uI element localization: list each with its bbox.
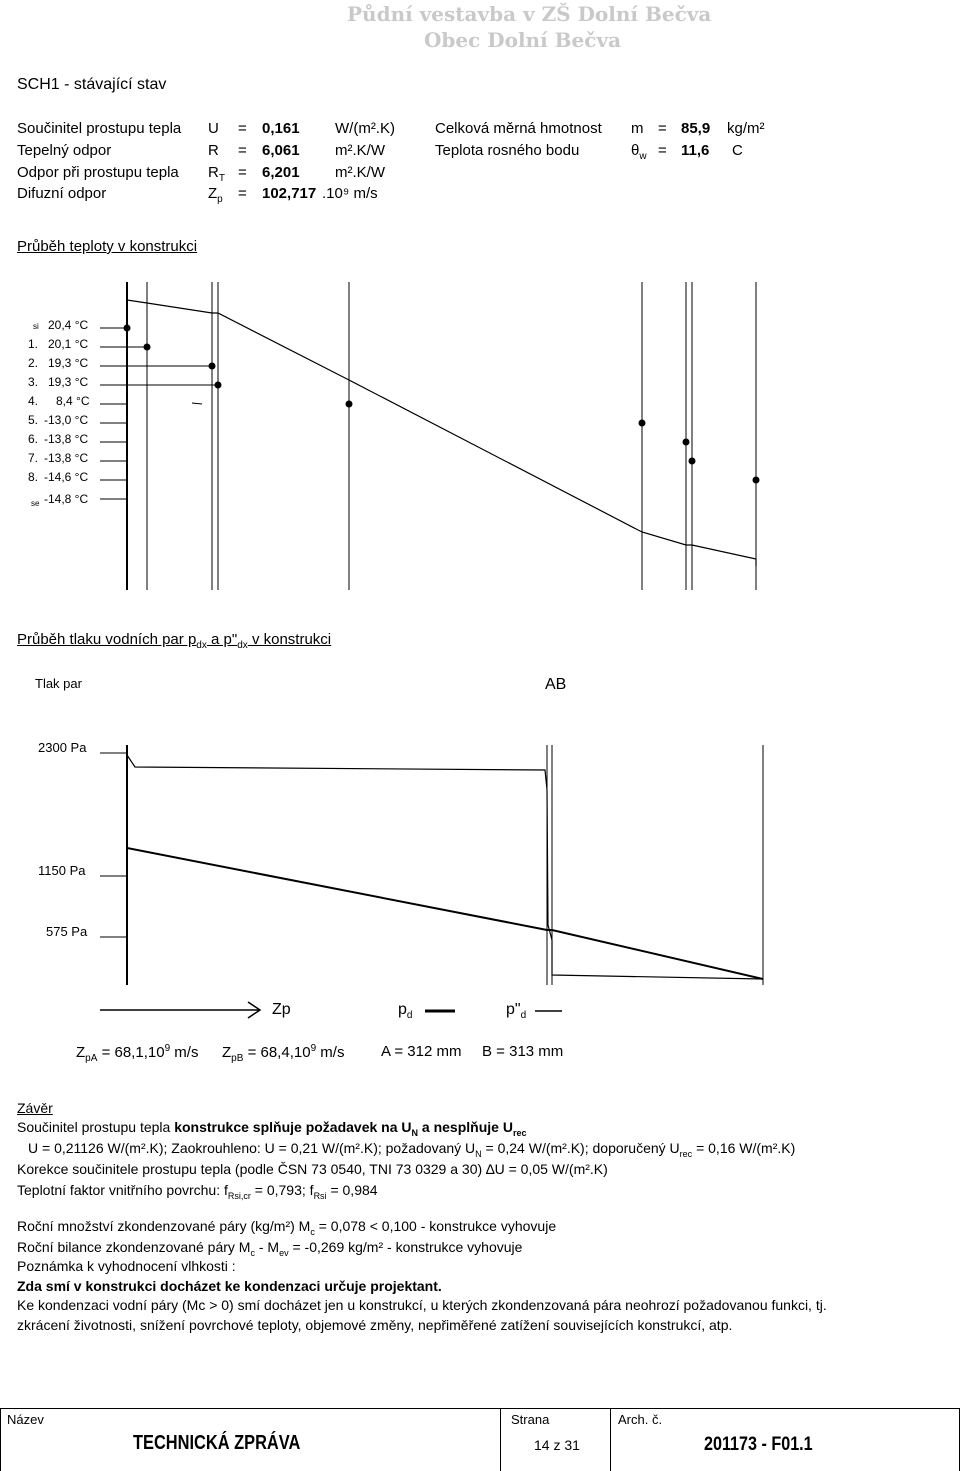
- temp-label-value: 19,3 °C: [48, 356, 89, 370]
- u-label: Součinitel prostupu tepla: [17, 120, 182, 137]
- m-unit: kg/m²: [727, 120, 765, 137]
- r-unit: m².K/W: [335, 142, 385, 159]
- vapor-y-title: Tlak par: [35, 676, 82, 691]
- temp-label-prefix: 8.: [28, 470, 39, 484]
- temp-label-value: -13,0 °C: [44, 413, 89, 427]
- temp-label-value: -14,6 °C: [44, 470, 89, 484]
- zp-value: 102,717: [262, 185, 317, 202]
- u-unit: W/(m².K): [335, 120, 395, 137]
- rt-symbol: $R_T$: [208, 164, 225, 184]
- rt-value: 6,201: [262, 164, 300, 181]
- u-eq: =: [238, 120, 247, 137]
- temp-label-value: -14,8 °C: [44, 492, 89, 506]
- conclusion-line: Ke kondenzaci vodní páry (Mc > 0) smí docházet jen u konstrukcí, u kterých zkondenzovaná pára neohrozí požadovanou funkci, tj.: [17, 1297, 827, 1313]
- m-label: Celková měrná hmotnost: [435, 120, 602, 137]
- temp-label-prefix: se: [31, 499, 40, 508]
- zp-symbol: $Z_p$: [208, 185, 223, 205]
- temp-label-prefix: 3.: [28, 375, 39, 389]
- rt-eq: =: [238, 164, 247, 181]
- u-symbol: U: [208, 120, 219, 137]
- temp-section-title: Průběh teploty v konstrukci: [17, 238, 198, 255]
- zone-a-thickness: A = 312 mm: [381, 1043, 462, 1060]
- m-value: 85,9: [681, 120, 711, 137]
- arch-number: 201173 - F01.1: [704, 1434, 813, 1455]
- temp-label-prefix: si: [33, 322, 39, 331]
- temp-label-value: 20,1 °C: [48, 337, 89, 351]
- conclusion-line: Roční bilance zkondenzované páry $M_c - M_{ev} = -0,269$ kg/m² - konstrukce vyhovuje: [17, 1239, 523, 1258]
- tw-label: Teplota rosného bodu: [435, 142, 580, 159]
- temp-label-value: 8,4 °C: [56, 394, 90, 408]
- page-number: 14 z 31: [534, 1437, 580, 1453]
- document-name: TECHNICKÁ ZPRÁVA: [133, 1432, 301, 1454]
- tw-symbol: $\theta_w$: [631, 142, 647, 162]
- zpb-value: $Z_{pB} = 68,4,10^9$ m/s: [222, 1043, 345, 1064]
- temp-label-value: -13,8 °C: [44, 451, 89, 465]
- zp-unit: .10⁹ m/s: [322, 185, 378, 202]
- vapor-tick: 2300 Pa: [38, 740, 87, 755]
- zp-label: Difuzní odpor: [17, 185, 107, 202]
- zp-eq: =: [238, 185, 247, 202]
- conclusion-line: Teplotní faktor vnitřního povrchu: $f_{Rsi,cr} = 0,793$; $f_{Rsi} = 0,984$: [17, 1182, 378, 1201]
- conclusion-line: Roční množství zkondenzované páry (kg/m²) $M_c = 0,078 < 0,100$ - konstrukce vyhovuje: [17, 1218, 557, 1237]
- name-label: Název: [7, 1412, 44, 1427]
- legend-pd: $p_d$: [398, 1001, 413, 1022]
- m-symbol: m: [631, 120, 644, 137]
- temp-label-prefix: 4.: [28, 394, 39, 408]
- arch-label: Arch. č.: [618, 1412, 663, 1427]
- conclusion-line: Korekce součinitele prostupu tepla (podle ČSN 73 0540, TNI 73 0329 a 30) ∆U = 0,05 W/(m².K): [17, 1161, 608, 1177]
- title-block-divider: [610, 1409, 611, 1471]
- conclusion-line: Poznámka k vyhodnocení vlhkosti :: [17, 1258, 236, 1274]
- vapor-tick: 1150 Pa: [38, 863, 86, 878]
- vapor-section-title: Průběh tlaku vodních par $p_{dx}$ a $p"_{dx}$ v konstrukci: [17, 631, 332, 651]
- r-symbol: R: [208, 142, 219, 159]
- rt-label: Odpor při prostupu tepla: [17, 164, 179, 181]
- rt-unit: m².K/W: [335, 164, 385, 181]
- temp-label-value: 20,4 °C: [48, 318, 89, 332]
- temp-label-prefix: 1.: [28, 337, 39, 351]
- legend-pd-sat: $p"_d$: [506, 1001, 527, 1022]
- project-title: Půdní vestavba v ZŠ Dolní Bečva: [347, 2, 712, 26]
- tw-value: 11,6: [681, 142, 710, 159]
- tw-unit: C: [732, 142, 743, 159]
- temp-label-prefix: 5.: [28, 413, 39, 427]
- temp-label-value: 19,3 °C: [48, 375, 89, 389]
- vapor-ab-label: AB: [545, 676, 567, 693]
- temp-label-prefix: 2.: [28, 356, 39, 370]
- conclusion-line: zkrácení životnosti, snížení povrchové teploty, objemové změny, nepřiměřené zatížení souvisejících konstrukcí, atp.: [17, 1317, 733, 1333]
- r-value: 6,061: [262, 142, 300, 159]
- zone-b-thickness: B = 313 mm: [482, 1043, 564, 1060]
- vapor-tick: 575 Pa: [46, 924, 88, 939]
- project-client: Obec Dolní Bečva: [424, 28, 622, 52]
- page-label: Strana: [511, 1412, 550, 1427]
- temp-label-prefix: 6.: [28, 432, 39, 446]
- u-value: 0,161: [262, 120, 300, 137]
- temp-label-value: -13,8 °C: [44, 432, 89, 446]
- vapor-diagram: [100, 745, 763, 1018]
- conclusion-line: Zda smí v konstrukci docházet ke kondenzaci určuje projektant.: [17, 1278, 442, 1294]
- m-eq: =: [658, 120, 667, 137]
- legend-zp: Zp: [272, 1001, 291, 1018]
- section-title: SCH1 - stávající stav: [17, 76, 167, 93]
- conclusion-title: Závěr: [17, 1100, 53, 1116]
- r-eq: =: [238, 142, 247, 159]
- tw-eq: =: [658, 142, 667, 159]
- conclusion-line: Součinitel prostupu tepla konstrukce splňuje požadavek na $U_N$ a nesplňuje $U_{rec}$: [17, 1119, 527, 1138]
- zpa-value: $Z_{pA} = 68,1,10^9$ m/s: [76, 1043, 199, 1064]
- temp-label-prefix: 7.: [28, 451, 39, 465]
- conclusion-line: U = 0,21126 W/(m².K); Zaokrouhleno: U = 0,21 W/(m².K); požadovaný $U_N = 0,24$ W/(m².K); doporučený $U_{rec} = 0,16$ W/(m².K): [28, 1140, 796, 1159]
- title-block: [0, 1408, 960, 1471]
- r-label: Tepelný odpor: [17, 142, 112, 159]
